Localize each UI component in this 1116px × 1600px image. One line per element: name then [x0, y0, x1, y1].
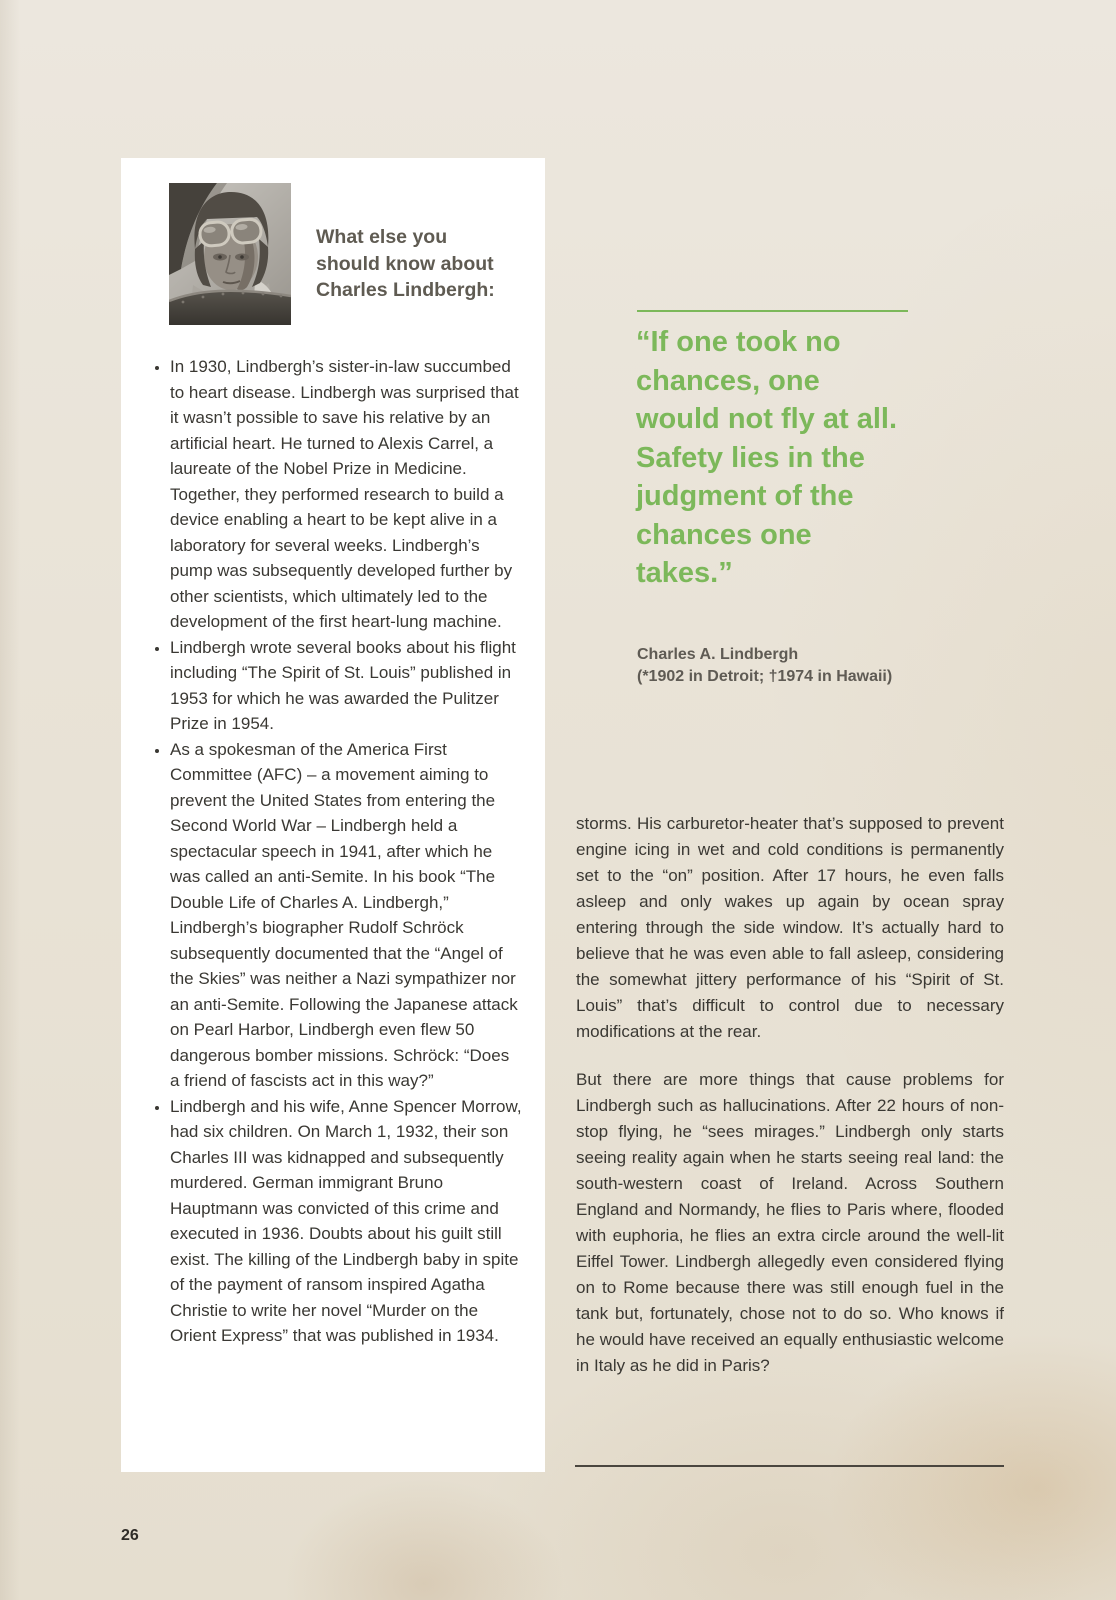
info-bullet-list: [151, 354, 523, 1349]
attribution-dates: (*1902 in Detroit; †1974 in Hawaii): [637, 667, 893, 685]
bullet-item: • In 1930, Lindbergh’s sister-in-law succumbed to heart disease. Lindbergh was surprised that it wasn’t possible to save his relative by an artificial heart. He turned to Alexis Carrel, a laureate of the Nobel Prize in Medicine. Together, they performed research to build a device enabling a heart to be kept alive in a laboratory for several weeks. Lindbergh’s pump was subsequently developed further by other scientists, which ultimately led to the development of the first heart-lung machine.: [170, 354, 523, 635]
pull-quote-text: “If one took no chances, one would not fly at all. Safety lies in the judgment of the chances one takes.”: [636, 326, 897, 589]
article-bottom-rule: [575, 1465, 1004, 1467]
aviator-portrait-image: [169, 183, 291, 325]
lindbergh-photo: [169, 183, 291, 325]
article-body: [576, 811, 1004, 1379]
bullet-item: • Lindbergh wrote several books about his flight including “The Spirit of St. Louis” published in 1953 for which he was awarded the Pulitzer Prize in 1954.: [170, 635, 523, 737]
attribution-name: Charles A. Lindbergh: [637, 646, 799, 663]
bullet-item: • Lindbergh and his wife, Anne Spencer Morrow, had six children. On March 1, 1932, their son Charles III was kidnapped and subsequently murdered. German immigrant Bruno Hauptmann was convicted of this crime and executed in 1936. Doubts about his guilt still exist. The killing of the Lindbergh baby in spite of the payment of ransom inspired Agatha Christie to write her novel “Murder on the Orient Express” that was published in 1934.: [170, 1094, 523, 1349]
article-paragraph: But there are more things that cause problems for Lindbergh such as hallucinations. After 22 hours of non-stop flying, he “sees mirages.” Lindbergh only starts seeing reality again when he starts seeing real land: the south-western coast of Ireland. Across Southern England and Normandy, he flies to Paris where, flooded with euphoria, he flies an extra circle around the well-lit Eiffel Tower. Lindbergh allegedly even considered flying on to Rome because there was still enough fuel in the tank but, fortunately, chose not to do so. Who knows if he would have received an equally enthusiastic welcome in Italy as he did in Paris?: [576, 1070, 1004, 1375]
bullet-item: • As a spokesman of the America First Committee (AFC) – a movement aiming to prevent the United States from entering the Second World War – Lindbergh held a spectacular speech in 1941, after which he was called an anti-Semite. In his book “The Double Life of Charles A. Lindbergh,” Lindbergh’s biographer Rudolf Schröck subsequently documented that the “Angel of the Skies” was neither a Nazi sympathizer nor an anti-Semite. Following the Japanese attack on Pearl Harbor, Lindbergh even flew 50 dangerous bomber missions. Schröck: “Does a friend of fascists act in this way?”: [170, 737, 523, 1094]
quote-top-rule: [637, 310, 908, 312]
info-box: [121, 158, 545, 1472]
quote-attribution: [637, 644, 937, 687]
article-paragraph: storms. His carburetor-heater that’s supposed to prevent engine icing in wet and cold conditions is permanently set to the “on” position. After 17 hours, he even falls asleep and only wakes up again by ocean spray entering through the side window. It’s actually hard to believe that he was even able to fall asleep, considering the somewhat jittery performance of his “Spirit of St. Louis” that’s difficult to control due to necessary modifications at the rear.: [576, 814, 1004, 1041]
info-box-heading: What else you should know about Charles Lindbergh:: [316, 226, 495, 301]
page-number: 26: [121, 1527, 139, 1544]
